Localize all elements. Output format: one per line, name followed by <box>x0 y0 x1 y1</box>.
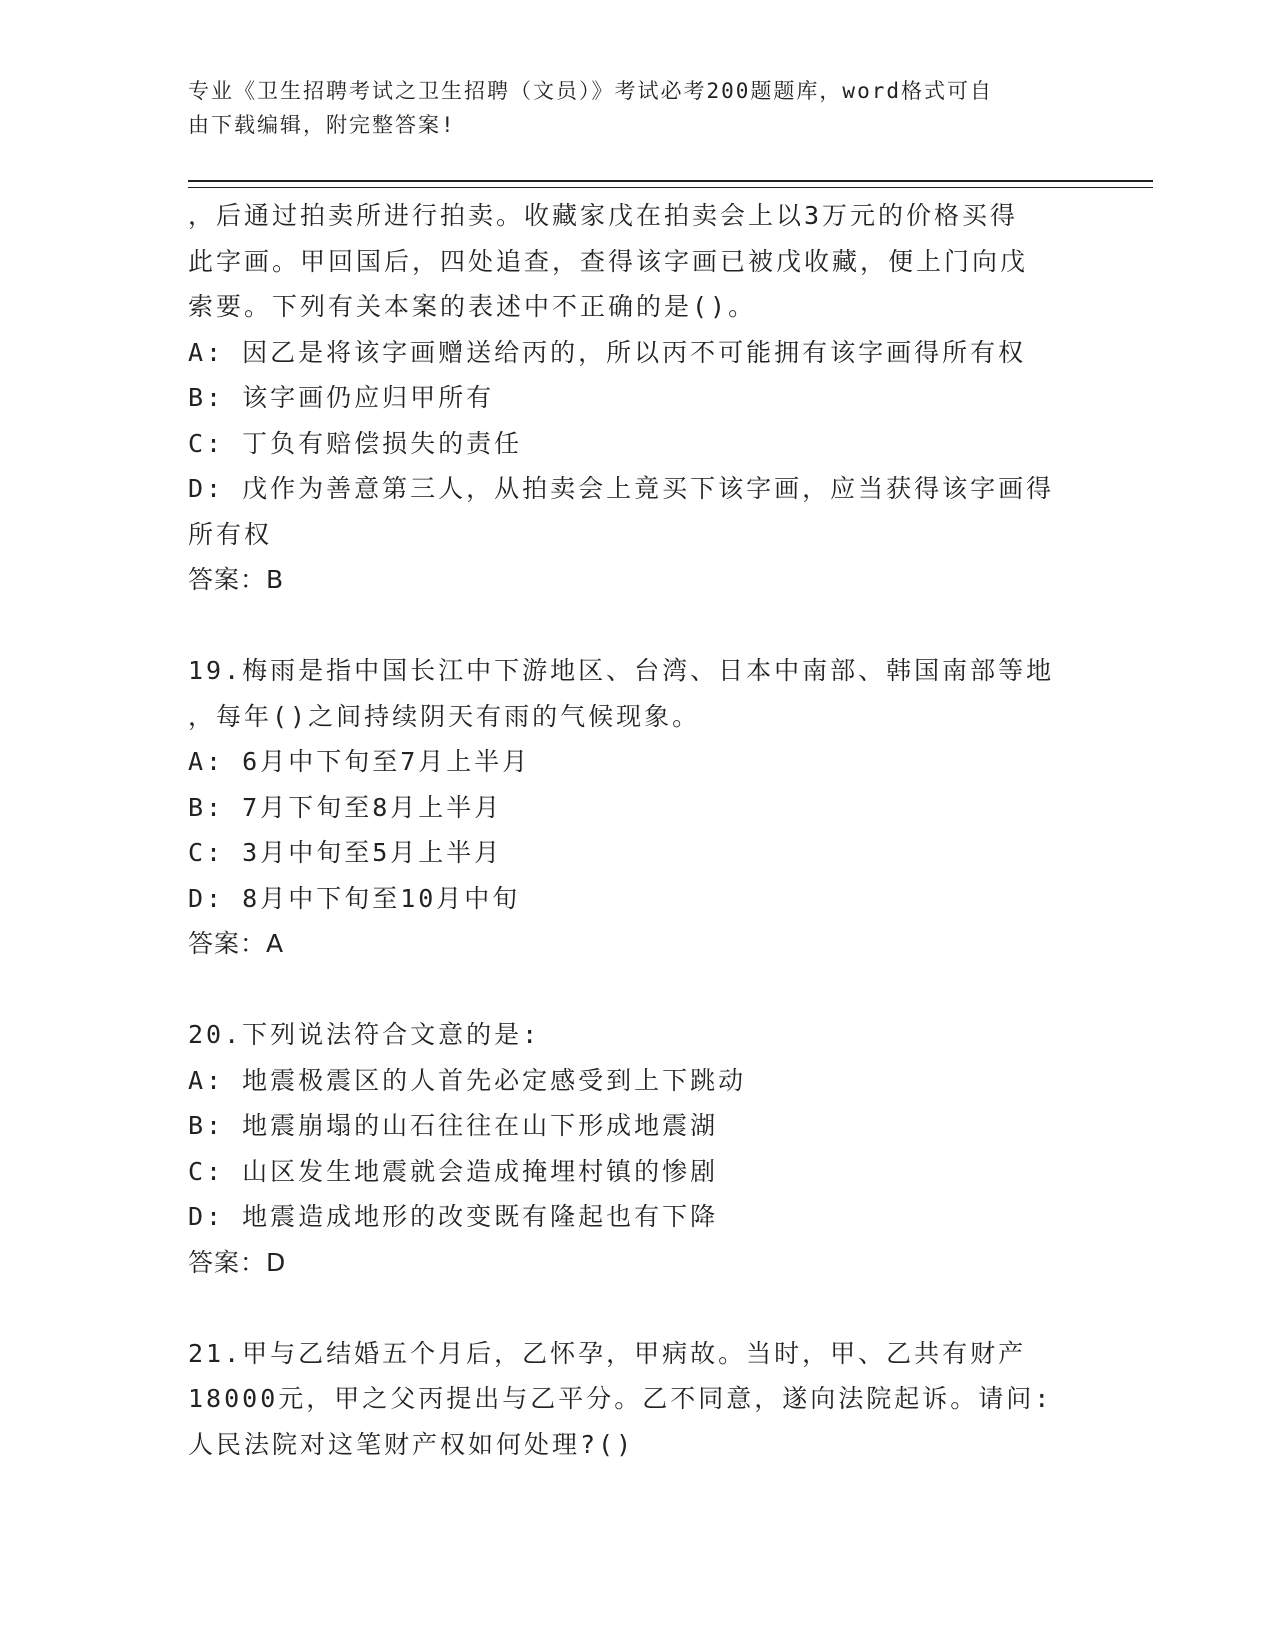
option-a: A: 地震极震区的人首先必定感受到上下跳动 <box>188 1065 747 1095</box>
option-a: A: 6月中下旬至7月上半月 <box>188 747 531 776</box>
answer-label: 答案：A <box>188 929 285 958</box>
option-d: D: 戊作为善意第三人，从拍卖会上竟买下该字画，应当获得该字画得 <box>188 474 1055 503</box>
option-c: C: 3月中旬至5月上半月 <box>188 838 503 867</box>
question-stem-line: 19.梅雨是指中国长江中下游地区、台湾、日本中南部、韩国南部等地 <box>188 656 1055 685</box>
question-21 <box>188 1331 1088 1468</box>
question-19 <box>188 648 1088 967</box>
question-stem-line: 20.下列说法符合文意的是: <box>188 1020 541 1049</box>
option-c: C: 丁负有赔偿损失的责任 <box>188 428 523 458</box>
header-divider <box>188 180 1153 188</box>
document-header <box>188 74 1068 142</box>
option-b: B: 7月下旬至8月上半月 <box>188 792 503 822</box>
question-spacer <box>188 603 1088 649</box>
header-title-line-1: 专业《卫生招聘考试之卫生招聘（文员）》考试必考200题题库，word格式可自 <box>188 79 993 103</box>
question-stem-line: 此字画。甲回国后，四处追查，查得该字画已被戊收藏，便上门向戊 <box>188 246 1029 276</box>
question-20 <box>188 1012 1088 1285</box>
option-d-continued: 所有权 <box>188 519 273 549</box>
question-stem-line: 索要。下列有关本案的表述中不正确的是()。 <box>188 292 757 321</box>
question-spacer <box>188 967 1088 1013</box>
option-b: B: 该字画仍应归甲所有 <box>188 383 495 412</box>
question-spacer <box>188 1285 1088 1331</box>
option-b: B: 地震崩塌的山石往往在山下形成地震湖 <box>188 1111 719 1140</box>
option-a: A: 因乙是将该字画赠送给丙的，所以丙不可能拥有该字画得所有权 <box>188 337 1027 367</box>
question-18 <box>188 193 1088 603</box>
question-stem-line: 21.甲与乙结婚五个月后，乙怀孕，甲病故。当时，甲、乙共有财产 <box>188 1338 1027 1368</box>
answer-label: 答案：B <box>188 565 285 594</box>
question-stem-line: ，每年()之间持续阴天有雨的气候现象。 <box>188 701 701 731</box>
option-c: C: 山区发生地震就会造成掩埋村镇的惨剧 <box>188 1156 719 1186</box>
question-stem-line: ，后通过拍卖所进行拍卖。收藏家戊在拍卖会上以3万元的价格买得 <box>188 201 1019 230</box>
question-stem-line: 18000元，甲之父丙提出与乙平分。乙不同意，遂向法院起诉。请问: <box>188 1384 1053 1413</box>
option-d: D: 8月中下旬至10月中旬 <box>188 883 521 913</box>
header-title-line-2: 由下载编辑，附完整答案! <box>188 113 456 137</box>
question-stem-line: 人民法院对这笔财产权如何处理?() <box>188 1429 635 1459</box>
question-content <box>188 193 1088 1467</box>
option-d: D: 地震造成地形的改变既有隆起也有下降 <box>188 1202 719 1231</box>
answer-label: 答案：D <box>188 1247 287 1277</box>
